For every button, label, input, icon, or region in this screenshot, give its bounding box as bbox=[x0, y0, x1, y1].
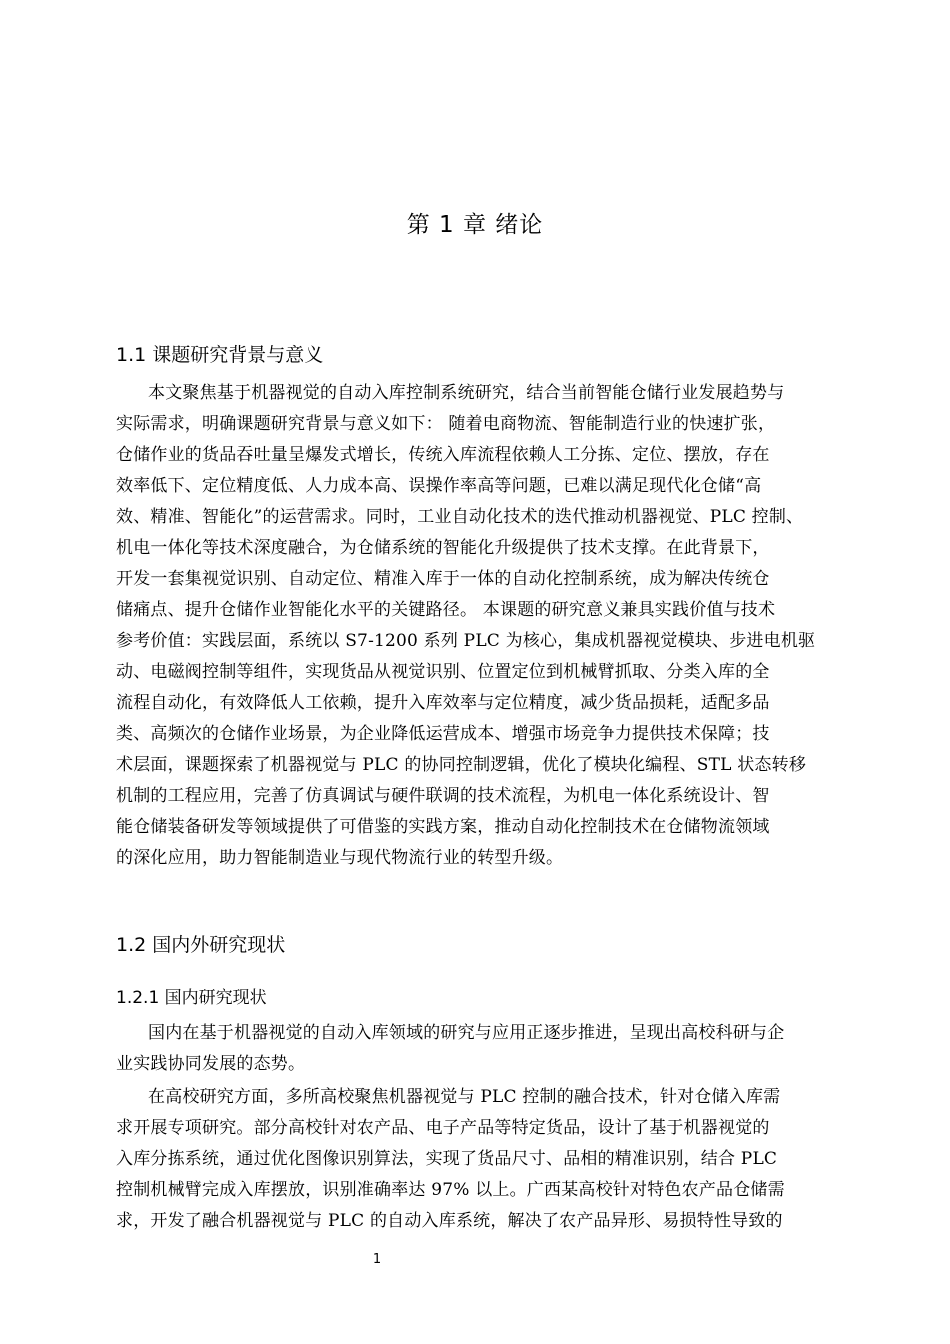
text-line: 机电一体化等技术深度融合，为仓储系统的智能化升级提供了技术支撑。在此背景下， bbox=[116, 538, 770, 558]
section-heading-1-1: 1.1 课题研究背景与意义 bbox=[116, 344, 324, 366]
text-line: 业实践协同发展的态势。 bbox=[116, 1054, 306, 1074]
text-line: 储痛点、提升仓储作业智能化水平的关键路径。 本课题的研究意义兼具实践价值与技术 bbox=[116, 600, 776, 620]
text-line: 动、电磁阀控制等组件，实现货品从视觉识别、位置定位到机械臂抓取、分类入库的全 bbox=[116, 662, 770, 682]
text-line: 效、精准、智能化”的运营需求。同时，工业自动化技术的迭代推动机器视觉、PLC 控制、 bbox=[116, 507, 804, 527]
section-heading-1-2-1: 1.2.1 国内研究现状 bbox=[116, 988, 267, 1008]
section-heading-1-2: 1.2 国内外研究现状 bbox=[116, 934, 286, 956]
text-line: 的深化应用，助力智能制造业与现代物流行业的转型升级。 bbox=[116, 848, 564, 868]
text-line: 效率低下、定位精度低、人力成本高、误操作率高等问题，已难以满足现代化仓储“高 bbox=[116, 476, 762, 496]
text-line: 仓储作业的货品吞吐量呈爆发式增长，传统入库流程依赖人工分拣、定位、摆放，存在 bbox=[116, 445, 770, 465]
text-line: 求开展专项研究。部分高校针对农产品、电子产品等特定货品，设计了基于机器视觉的 bbox=[116, 1118, 770, 1138]
text-line: 能仓储装备研发等领域提供了可借鉴的实践方案，推动自动化控制技术在仓储物流领域 bbox=[116, 817, 770, 837]
chapter-title: 第 1 章 绪论 bbox=[406, 212, 544, 238]
text-line: 控制机械臂完成入库摆放，识别准确率达 97% 以上。广西某高校针对特色农产品仓储需 bbox=[116, 1180, 785, 1200]
section-1-1-body bbox=[116, 378, 876, 874]
text-line: 术层面，课题探索了机器视觉与 PLC 的协同控制逻辑，优化了模块化编程、STL 状态转移 bbox=[116, 755, 807, 775]
text-line: 本文聚焦基于机器视觉的自动入库控制系统研究，结合当前智能仓储行业发展趋势与 bbox=[148, 383, 785, 403]
section-1-2-1-para-1 bbox=[116, 1018, 876, 1080]
text-line: 入库分拣系统，通过优化图像识别算法，实现了货品尺寸、品相的精准识别，结合 PLC bbox=[116, 1149, 778, 1169]
text-line: 开发一套集视觉识别、自动定位、精准入库于一体的自动化控制系统，成为解决传统仓 bbox=[116, 569, 770, 589]
text-line: 在高校研究方面，多所高校聚焦机器视觉与 PLC 控制的融合技术，针对仓储入库需 bbox=[148, 1087, 781, 1107]
text-line: 机制的工程应用，完善了仿真调试与硬件联调的技术流程，为机电一体化系统设计、智 bbox=[116, 786, 770, 806]
text-line: 实际需求，明确课题研究背景与意义如下： 随着电商物流、智能制造行业的快速扩张， bbox=[116, 414, 776, 434]
section-1-2-1-para-2 bbox=[116, 1082, 876, 1237]
text-line: 参考价值：实践层面，系统以 S7-1200 系列 PLC 为核心，集成机器视觉模块、步进电机驱 bbox=[116, 631, 816, 651]
text-line: 类、高频次的仓储作业场景，为企业降低运营成本、增强市场竞争力提供技术保障；技 bbox=[116, 724, 770, 744]
text-line: 求，开发了融合机器视觉与 PLC 的自动入库系统，解决了农产品异形、易损特性导致的 bbox=[116, 1211, 783, 1231]
text-line: 国内在基于机器视觉的自动入库领域的研究与应用正逐步推进，呈现出高校科研与企 bbox=[148, 1023, 785, 1043]
page-number: 1 bbox=[372, 1252, 382, 1267]
text-line: 流程自动化，有效降低人工依赖，提升入库效率与定位精度，减少货品损耗，适配多品 bbox=[116, 693, 770, 713]
